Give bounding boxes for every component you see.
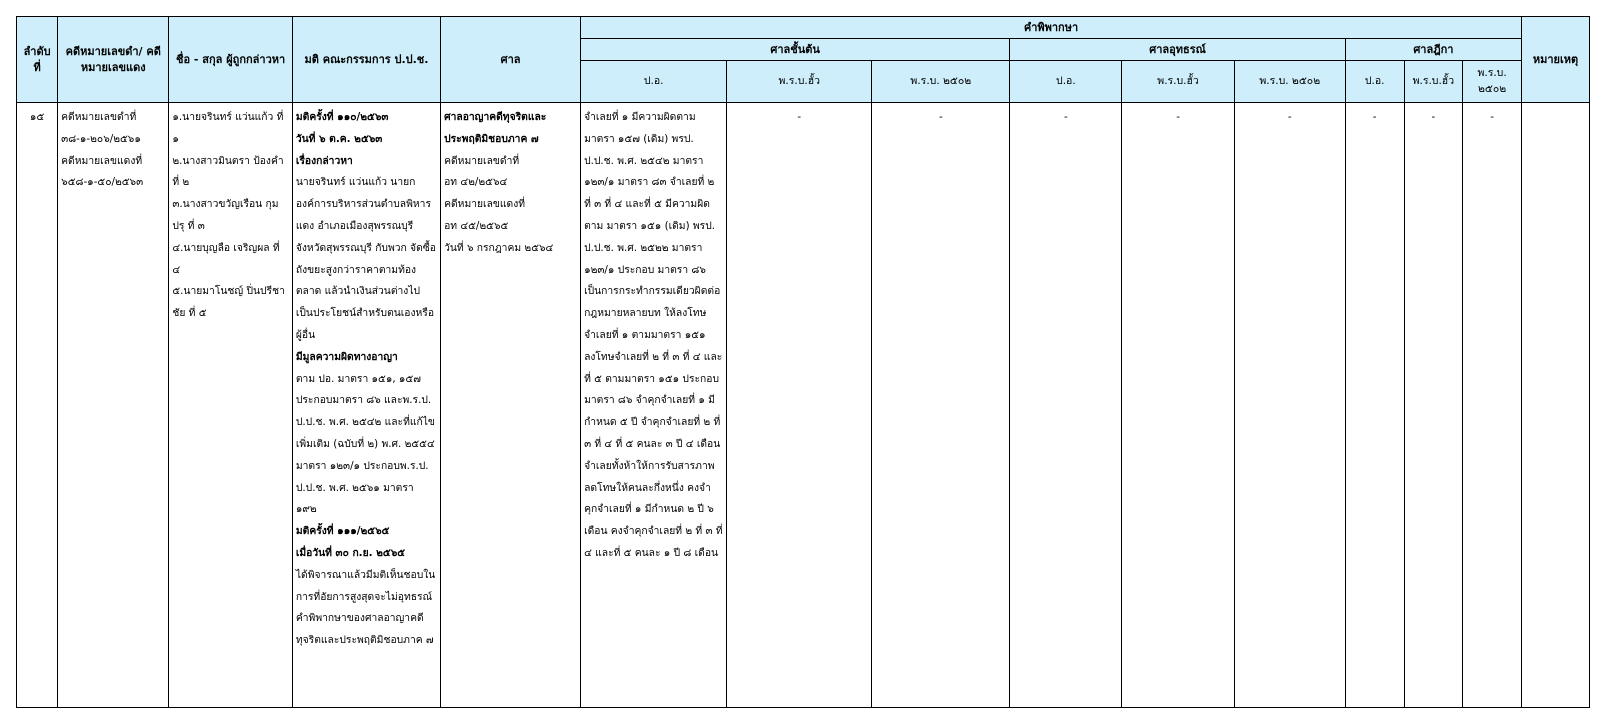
accused-item: ๕.นายมาโนชญ์ ปิ่นปรีชาชัย ที่ ๕ xyxy=(172,285,285,320)
court-line: อท ๔๕/๒๕๖๕ xyxy=(444,219,509,232)
header-case: คดีหมายเลขดำ/ คดีหมายเลขแดง xyxy=(58,17,169,103)
cell-supreme-2502: - xyxy=(1463,103,1522,708)
header-appeal-porbor: พ.ร.บ.ฮั้ว xyxy=(1122,61,1234,103)
cell-names xyxy=(169,103,293,708)
guilt-label: มีมูลความผิดทางอาญา xyxy=(295,350,398,363)
header-court-appeal: ศาลอุทธรณ์ xyxy=(1010,39,1346,61)
cell-no: ๑๕ xyxy=(17,103,58,708)
resolution-date-2: เมื่อวันที่ ๓๐ ก.ย. ๒๕๖๕ xyxy=(295,546,406,559)
cell-first-po: จำเลยที่ ๑ มีความผิดตามมาตรา ๑๕๗ (เดิม) พรป. ป.ป.ช. พ.ศ. ๒๕๔๒ มาตรา ๑๒๓/๑ มาตรา ๘๓ จำเลยที่ ๒ ที่ ๓ ที่ ๔ และที่ ๕ มีความผิดตาม มาตรา ๑๕๑ (เดิม) พรป. ป.ป.ช. พ.ศ. ๒๕๒๒ มาตรา ๑๒๓/๑ ประกอบ มาตรา ๘๖ เป็นการกระทำกรรมเดียวผิดต่อกฎหมายหลายบท ให้ลงโทษจำเลยที่ ๑ ตามมาตรา ๑๕๑ ลงโทษจำเลยที่ ๒ ที่ ๓ ที่ ๔ และที่ ๕ ตามมาตรา ๑๕๑ ประกอบมาตรา ๘๖ จำคุกจำเลยที่ ๑ มีกำหนด ๕ ปี จำคุกจำเลยที่ ๒ ที่ ๓ ที่ ๔ ที่ ๕ คนละ ๓ ปี ๔ เดือน จำเลยทั้งห้าให้การรับสารภาพ ลดโทษให้คนละกึ่งหนึ่ง คงจำคุกจำเลยที่ ๑ มีกำหนด ๒ ปี ๖ เดือน คงจำคุกจำเลยที่ ๒ ที่ ๓ ที่ ๔ และที่ ๕ คนละ ๑ ปี ๘ เดือน xyxy=(581,103,727,708)
cell-first-2502: - xyxy=(872,103,1010,708)
accused-item: ๒.นางสาวมินตรา ป้องคำ ที่ ๒ xyxy=(172,154,284,189)
case-line: คดีหมายเลขดำที่ xyxy=(61,111,137,123)
header-court: ศาล xyxy=(441,17,581,103)
allegation-label: เรื่องกล่าวหา xyxy=(295,154,353,167)
header-resolution: มติ คณะกรรมการ ป.ป.ช. xyxy=(292,17,440,103)
resolution-final-text: ได้พิจารณาแล้วมีมติเห็นชอบในการที่อัยการสูงสุดจะไม่อุทธรณ์คำพิพากษาของศาลอาญาคดีทุจริตและประพฤติมิชอบภาค ๗ xyxy=(295,568,436,647)
header-appeal-po: ป.อ. xyxy=(1010,61,1122,103)
cell-case xyxy=(58,103,169,708)
cell-remark xyxy=(1521,103,1589,708)
court-line: คดีหมายเลขดำที่ xyxy=(444,154,520,167)
header-supreme-porbor: พ.ร.บ.ฮั้ว xyxy=(1404,61,1463,103)
resolution-date: วันที่ ๖ ต.ค. ๒๕๖๓ xyxy=(295,132,383,145)
allegation-text: นายจรินทร์ แว่นแก้ว นายกองค์การบริหารส่วนตำบลพิหารแดง อำเภอเมืองสุพรรณบุรี จังหวัดสุพรรณบุรี กับพวก จัดซื้อถังขยะสูงกว่าราคาตามท้องตลาด แล้วนำเงินส่วนต่างไปเป็นประโยชน์สำหรับตนเองหรือผู้อื่น xyxy=(295,176,436,341)
court-line: วันที่ ๖ กรกฎาคม ๒๕๖๔ xyxy=(444,241,554,254)
cell-supreme-porbor: - xyxy=(1404,103,1463,708)
resolution-number-2: มติครั้งที่ ๑๑๑/๒๕๖๕ xyxy=(295,525,390,538)
cell-appeal-2502: - xyxy=(1234,103,1345,708)
case-line: ๓๘-๑-๒๐๖/๒๕๖๑ xyxy=(61,132,141,145)
header-supreme-2502: พ.ร.บ. ๒๕๐๒ xyxy=(1463,61,1522,103)
cell-first-porbor: - xyxy=(727,103,872,708)
table-row xyxy=(17,103,1590,708)
cell-supreme-po: - xyxy=(1345,103,1404,708)
cell-appeal-po: - xyxy=(1010,103,1122,708)
accused-item: ๔.นายบุญลือ เจริญผล ที่ ๔ xyxy=(172,241,280,276)
header-first-porbor: พ.ร.บ.ฮั้ว xyxy=(727,61,872,103)
header-court-supreme: ศาลฎีกา xyxy=(1345,39,1521,61)
accused-item: ๑.นายจรินทร์ แว่นแก้ว ที่ ๑ xyxy=(172,111,284,145)
header-court-first: ศาลชั้นต้น xyxy=(581,39,1010,61)
header-first-po: ป.อ. xyxy=(581,61,727,103)
court-line: อท ๔๒/๒๕๖๔ xyxy=(444,176,508,189)
cell-court xyxy=(441,103,581,708)
cell-appeal-porbor: - xyxy=(1122,103,1234,708)
accused-item: ๓.นางสาวขวัญเรือน กุมปรุ ที่ ๓ xyxy=(172,198,279,232)
case-line: ๖๕๘-๑-๕๐/๒๕๖๓ xyxy=(61,176,144,189)
header-remark: หมายเหตุ xyxy=(1521,17,1589,103)
judgment-table xyxy=(16,16,1590,708)
header-no: ลำดับ ที่ xyxy=(17,17,58,103)
header-judgment: คำพิพากษา xyxy=(581,17,1522,39)
case-line: คดีหมายเลขแดงที่ xyxy=(61,154,143,167)
cell-resolution xyxy=(292,103,440,708)
header-appeal-2502: พ.ร.บ. ๒๕๐๒ xyxy=(1234,61,1345,103)
header-first-2502: พ.ร.บ. ๒๕๐๒ xyxy=(872,61,1010,103)
court-line: คดีหมายเลขแดงที่ xyxy=(444,198,526,211)
guilt-text: ตาม ปอ. มาตรา ๑๕๑, ๑๕๗ ประกอบมาตรา ๘๖ และพ.ร.ป. ป.ป.ช. พ.ศ. ๒๕๔๒ และที่แก้ไขเพิ่มเติม (ฉบับที่ ๒) พ.ศ. ๒๕๕๔ มาตรา ๑๒๓/๑ ประกอบพ.ร.ป. ป.ป.ช. พ.ศ. ๒๕๖๑ มาตรา ๑๙๒ xyxy=(295,372,435,516)
court-name: ศาลอาญาคดีทุจริตและประพฤติมิชอบภาค ๗ xyxy=(444,111,547,145)
header-name: ชื่อ - สกุล ผู้ถูกกล่าวหา xyxy=(169,17,293,103)
header-supreme-po: ป.อ. xyxy=(1345,61,1404,103)
resolution-number: มติครั้งที่ ๑๑๐/๒๕๖๓ xyxy=(295,111,389,123)
